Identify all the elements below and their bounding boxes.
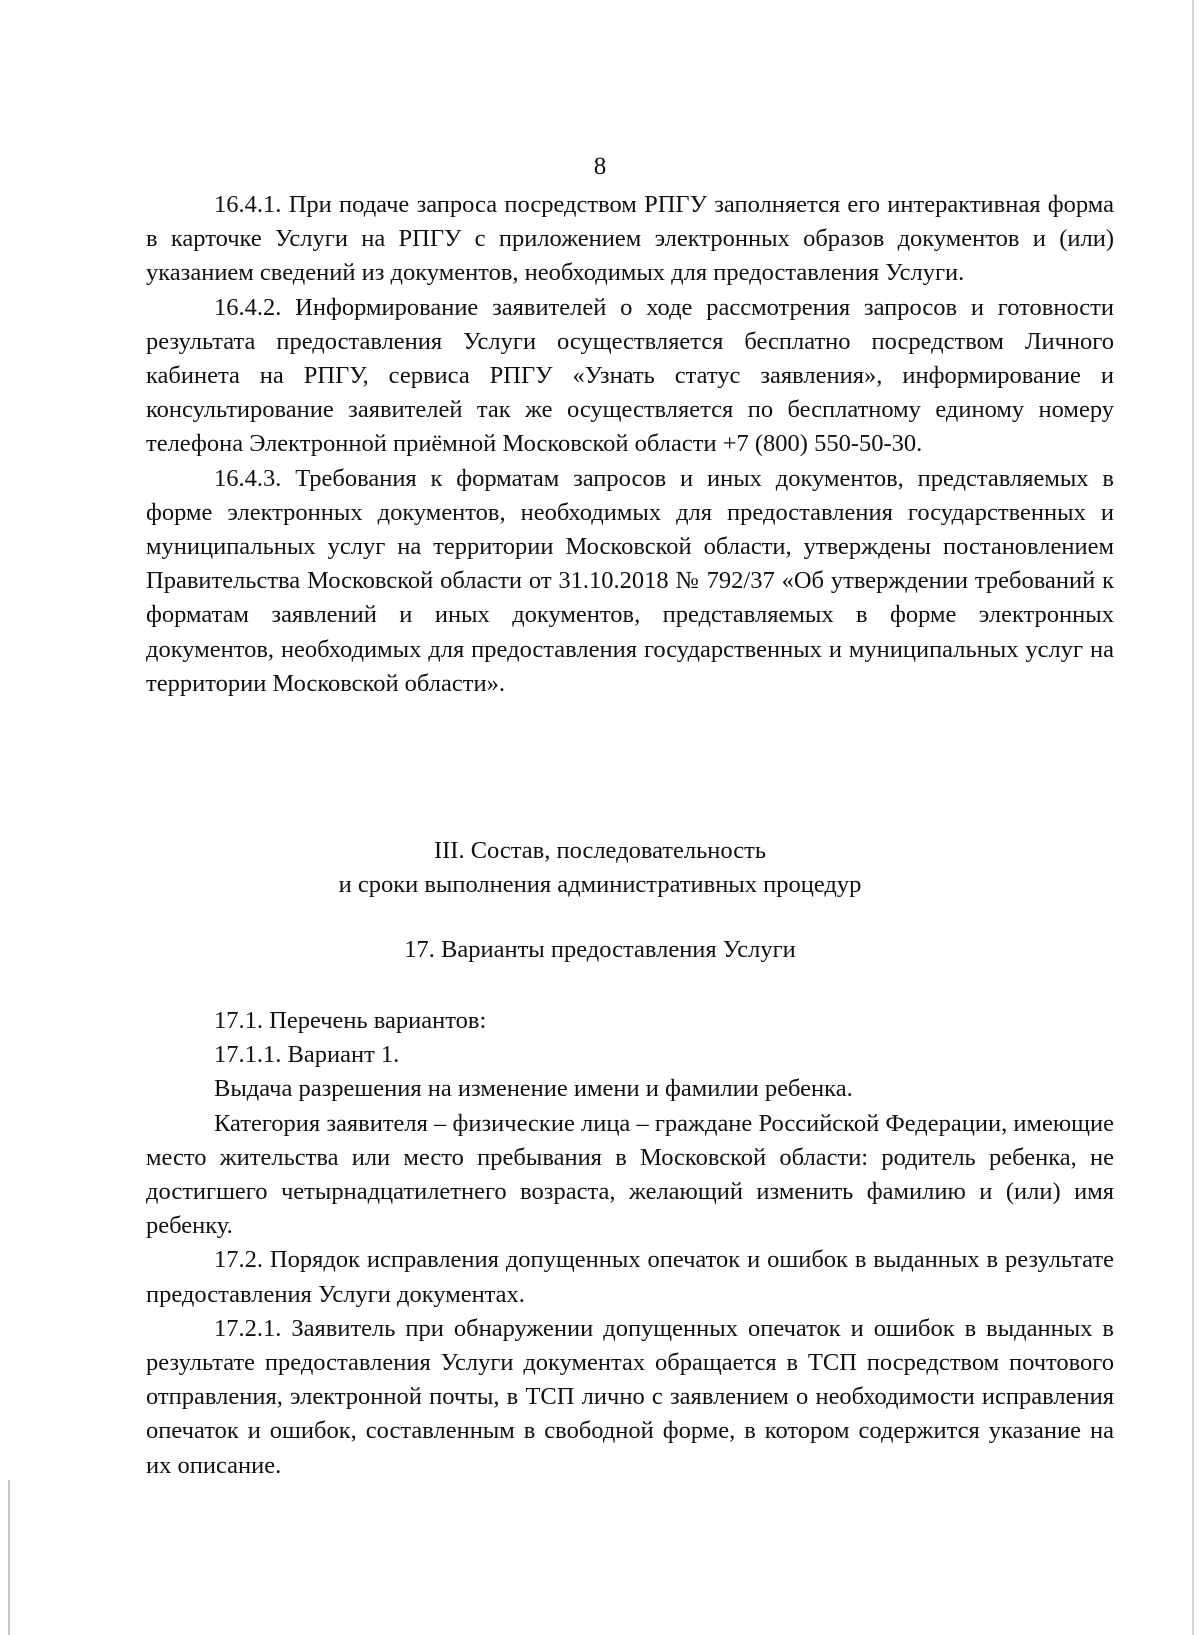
subsection-heading bbox=[0, 933, 1200, 967]
paragraph-16-4-3: 16.4.3. Требования к форматам запросов и иных документов, представляемых в форме электронных документов, необходимых для предоставления государственных и муниципальных услуг на территории Московской области, утверждены постановлением Правительства Московской области от 31.10.2018 № 792/37 «Об утверждении требований к форматам заявлений и иных документов, представляемых в форме электронных документов, необходимых для предоставления государственных и муниципальных услуг на территории Московской области». bbox=[146, 464, 1114, 697]
paragraph-17-2: 17.2. Порядок исправления допущенных опечаток и ошибок в выданных в результате предоставления Услуги документах. bbox=[146, 1246, 1114, 1308]
section-heading-line-2: и сроки выполнения административных процедур bbox=[338, 871, 862, 899]
paragraph-variant-description: Выдача разрешения на изменение имени и фамилии ребенка. bbox=[214, 1075, 853, 1103]
scan-edge-left bbox=[8, 1480, 10, 1635]
subsection-heading-text: 17. Варианты предоставления Услуги bbox=[404, 936, 796, 963]
page-number: 8 bbox=[593, 153, 607, 180]
paragraph-17-1-1: 17.1.1. Вариант 1. bbox=[214, 1041, 400, 1069]
upper-text-block bbox=[146, 188, 1114, 701]
lower-text-block bbox=[146, 1004, 1114, 1483]
scan-edge-right bbox=[1192, 0, 1194, 1635]
section-heading bbox=[0, 834, 1200, 902]
paragraph-16-4-2: 16.4.2. Информирование заявителей о ходе рассмотрения запросов и готовности результата предоставления Услуги осуществляется бесплатно посредством Личного кабинета на РПГУ, сервиса РПГУ «Узнать статус заявления», информирование и консультирование заявителей так же осуществляется по бесплатному единому номеру телефона Электронной приёмной Московской области +7 (800) 550-50-30. bbox=[146, 293, 1114, 458]
paragraph-16-4-1: 16.4.1. При подаче запроса посредством РПГУ заполняется его интерактивная форма в карточке Услуги на РПГУ с приложением электронных образов документов и (или) указанием сведений из документов, необходимых для предоставления Услуги. bbox=[146, 191, 1114, 287]
section-heading-line-1: III. Состав, последовательность bbox=[433, 837, 767, 864]
paragraph-17-1: 17.1. Перечень вариантов: bbox=[214, 1007, 487, 1034]
paragraph-applicant-category: Категория заявителя – физические лица – граждане Российской Федерации, имеющие место жительства или место пребывания в Московской области: родитель ребенка, не достигшего четырнадцатилетнего возраста, желающий изменить фамилию и (или) имя ребенку. bbox=[146, 1109, 1114, 1240]
paragraph-17-2-1: 17.2.1. Заявитель при обнаружении допущенных опечаток и ошибок в выданных в результате предоставления Услуги документах обращается в ТСП посредством почтового отправления, электронной почты, в ТСП лично с заявлением о необходимости исправления опечаток и ошибок, составленным в свободной форме, в котором содержится указание на их описание. bbox=[146, 1314, 1114, 1479]
